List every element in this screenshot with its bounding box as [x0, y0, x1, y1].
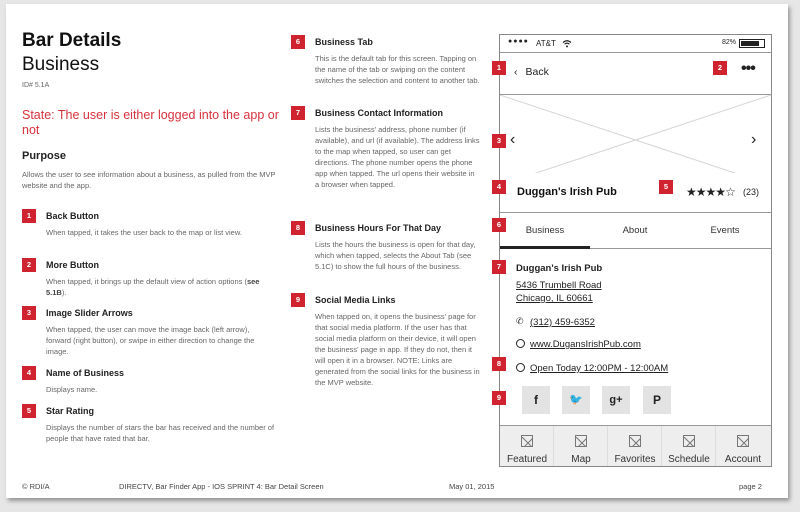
annotation-badge: 4 [492, 180, 506, 194]
googleplus-button[interactable] [602, 386, 630, 414]
tabbar-label: Favorites [614, 454, 656, 465]
tab-about[interactable]: About [622, 225, 648, 236]
tabbar-account[interactable] [716, 426, 770, 467]
globe-icon [516, 339, 525, 348]
tabbar-label: Featured [506, 454, 548, 465]
tabbar-label: Schedule [668, 454, 710, 465]
nav-bar [500, 53, 771, 95]
annotation-text: When tapped, the user can move the image back (left arrow), forward (right button), or swipe in either direction to change the image. [46, 325, 255, 356]
more-button[interactable] [741, 60, 755, 78]
footer-copyright: © RDI/A [22, 482, 50, 491]
placeholder-icon [737, 435, 749, 447]
annotation-badge: 9 [291, 293, 305, 307]
annotation-text: When tapped, it brings up the default view of action options (see 5.1B). [46, 277, 260, 297]
annotation-title: Star Rating [46, 406, 95, 416]
page-title: Bar Details [22, 30, 122, 51]
business-name: Duggan's Irish Pub [517, 186, 617, 198]
annotation-badge: 4 [22, 366, 36, 380]
spec-page [6, 4, 788, 498]
pinterest-button[interactable] [643, 386, 671, 414]
placeholder-icon [521, 435, 533, 447]
annotation-text: Lists the business' address, phone number (if available), and url (if available). The address links to the map when tapped, so user can get directions. The phone number opens the phone app when tapped. The url opens their website in a browser when tapped. [315, 125, 480, 189]
chevron-left-icon: ‹ [514, 66, 518, 78]
footer-date: May 01, 2015 [449, 482, 495, 491]
annotation-badge: 8 [492, 357, 506, 371]
googleplus-icon: g+ [609, 394, 623, 406]
annotation-title: Image Slider Arrows [46, 308, 133, 318]
hours-link[interactable]: Open Today 12:00PM - 12:00AM [530, 363, 669, 374]
wifi-icon [562, 39, 572, 48]
placeholder-icon [683, 435, 695, 447]
tabbar-featured[interactable] [500, 426, 554, 467]
slider-next-arrow[interactable]: › [751, 131, 757, 148]
pinterest-icon: P [652, 393, 661, 407]
signal-icon: ●●●● [508, 38, 529, 45]
twitter-icon: 🐦 [569, 394, 583, 406]
carrier-label: AT&T [536, 39, 556, 48]
annotation-title: More Button [46, 260, 99, 270]
address-line-1[interactable]: 5436 Trumbell Road [516, 280, 602, 291]
facebook-icon: f [534, 393, 538, 407]
clock-icon [516, 363, 525, 372]
facebook-button[interactable] [522, 386, 550, 414]
contact-name: Duggan's Irish Pub [516, 263, 603, 274]
screen-id: ID# 5.1A [22, 82, 50, 89]
annotation-text: Displays name. [46, 385, 98, 394]
phone-mockup [499, 34, 772, 467]
image-placeholder-icon [500, 95, 771, 185]
annotation-text: Lists the hours the business is open for that day, which when tapped, selects the About Tab (see 5.1C) to show the full hours of the business. [315, 240, 476, 271]
annotation-title: Business Tab [315, 37, 373, 47]
annotation-badge: 1 [492, 61, 506, 75]
annotation-text: When tapped on, it opens the business' page for that social media platform. If the user has that social media platform on their device, it will open the business' page in app. If they do not, then it will open it in a browser. NOTE: Links are generated from the social links for the business in the MVP website. [315, 312, 480, 387]
placeholder-icon [575, 435, 587, 447]
annotation-text: When tapped, it takes the user back to the map or list view. [46, 228, 242, 237]
tab-bar-top [500, 213, 771, 249]
annotation-title: Social Media Links [315, 295, 396, 305]
rating-count: (23) [743, 187, 760, 197]
website-link[interactable]: www.DugansIrishPub.com [530, 339, 641, 350]
star-full-icon: ★ [686, 185, 696, 199]
more-dots-icon: ••• [741, 60, 755, 77]
business-name-bar [500, 173, 771, 213]
tabbar-map[interactable] [554, 426, 608, 467]
annotation-badge: 2 [713, 61, 727, 75]
annotation-title: Name of Business [46, 368, 125, 378]
annotation-badge: 1 [22, 209, 36, 223]
annotation-badge: 2 [22, 258, 36, 272]
annotation-text: This is the default tab for this screen. Tapping on the name of the tab or swiping on the content switches the selection and content to another tab. [315, 54, 480, 85]
purpose-text: Allows the user to see information about a business, as pulled from the MVP website and the app. [22, 170, 276, 190]
annotation-title: Business Contact Information [315, 108, 444, 118]
tabbar-label: Account [724, 454, 762, 465]
tabbar-schedule[interactable] [662, 426, 716, 467]
annotation-badge: 7 [291, 106, 305, 120]
annotation-badge: 3 [492, 134, 506, 148]
annotation-badge: 8 [291, 221, 305, 235]
star-full-icon: ★ [695, 185, 706, 199]
purpose-heading: Purpose [22, 150, 67, 162]
tabbar-label: Map [571, 454, 591, 465]
tabbar-favorites[interactable] [608, 426, 662, 467]
twitter-button[interactable] [562, 386, 590, 414]
annotation-title: Business Hours For That Day [315, 223, 442, 233]
star-full-icon: ★ [705, 185, 716, 199]
star-rating [686, 185, 735, 199]
annotation-title: Back Button [46, 211, 100, 221]
annotation-badge: 9 [492, 391, 506, 405]
annotation-badge: 6 [291, 35, 305, 49]
image-slider[interactable] [500, 95, 771, 185]
annotation-badge: 7 [492, 260, 506, 274]
status-bar [500, 35, 771, 53]
state-note: State: The user is either logged into the app or not [22, 108, 279, 137]
placeholder-icon [629, 435, 641, 447]
annotation-text: Displays the number of stars the bar has received and the number of people that have rated that bar. [46, 423, 275, 443]
tab-business[interactable]: Business [500, 213, 590, 249]
footer-project: DIRECTV, Bar Finder App - IOS SPRINT 4: Bar Detail Screen [119, 482, 324, 491]
annotation-badge: 5 [22, 404, 36, 418]
bottom-tab-bar [500, 425, 771, 467]
star-empty-icon: ☆ [725, 185, 735, 199]
footer-page: page 2 [739, 482, 762, 491]
tab-events[interactable]: Events [710, 225, 740, 236]
annotation-badge: 3 [22, 306, 36, 320]
battery-percent: 82% [722, 39, 737, 46]
star-full-icon: ★ [715, 185, 726, 199]
back-button[interactable] [514, 66, 549, 78]
annotation-badge: 5 [659, 180, 673, 194]
page-subtitle: Business [22, 54, 100, 75]
battery-icon [739, 39, 765, 48]
address-line-2[interactable]: Chicago, IL 60661 [516, 293, 593, 304]
slider-prev-arrow[interactable]: ‹ [510, 131, 516, 148]
back-label: Back [525, 66, 549, 78]
phone-icon: ✆ [516, 316, 524, 326]
annotation-badge: 6 [492, 218, 506, 232]
phone-number-link[interactable]: (312) 459-6352 [530, 317, 595, 328]
